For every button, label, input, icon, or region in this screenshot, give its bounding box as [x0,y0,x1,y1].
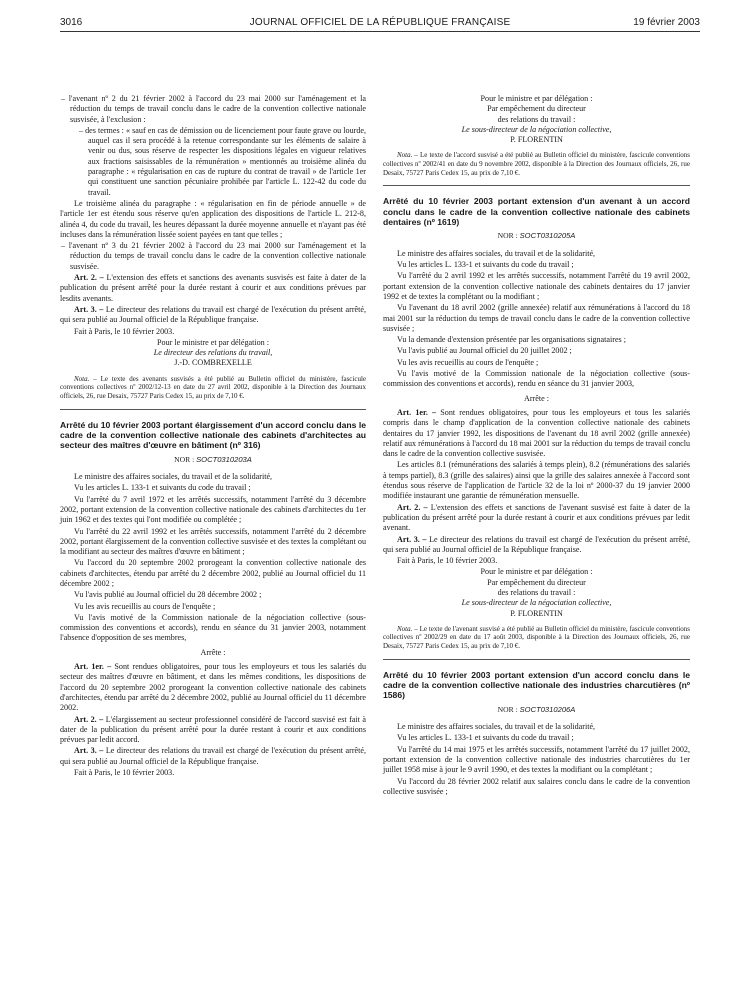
paragraph: Vu la demande d'extension présentée par les organisations signataires ; [397,335,626,345]
article-label: Art. 1er. – [74,662,112,672]
paragraph: Les articles 8.1 (rémunérations des salariés à temps plein), 8.2 (rémunérations des salariés à temps partiel), 8.3 (grille des salaires) ainsi que la grille des salaires annexée à l'accord sont étendus sous réserve de l'application de l'article 32 de la loi nº 2000-37 du 19 janvier 2000 modifiée instaurant une garantie de rémunération mensuelle. [383,460,690,501]
note [383,625,690,651]
signature-title: Le directeur des relations du travail, [153,348,273,358]
note-label: Nota. – [397,624,418,633]
article-text: L'extension des effets et sanctions des avenants susvisés est faite à dater de la publication du présent arrêté pour la durée restant à courir et aux conditions prévues par lesdits avenants. [60,273,367,303]
paragraph: Vu les articles L. 133-1 et suivants du code du travail ; [397,260,574,270]
article-2 [60,273,366,304]
decree-title: Arrêté du 10 février 2003 portant élargissement d'un accord conclu dans le cadre de la convention collective nationale des cabinets d'architectes au secteur des maîtres d'œuvre en bâtiment (nº 316) [60,419,366,451]
article-label: Art. 2. – [397,502,428,512]
signature-line: des relations du travail : [497,114,576,124]
signature-title: Le sous-directeur de la négociation collective, [461,124,612,134]
article-3 [60,746,366,767]
note [60,375,366,401]
paragraph: Vu les articles L. 133-1 et suivants du code du travail ; [74,483,251,493]
nor-reference [383,705,690,715]
article-2 [383,503,690,534]
left-column [60,94,366,779]
paragraph: Vu l'avis motivé de la Commission nationale de la négociation collective (sous-commission des conventions et accords), rendu en séance du 31 janvier 2003, notamment l'absence d'opposition de ses membres, [60,612,366,643]
article-3 [383,535,690,556]
paragraph: Vu les articles L. 133-1 et suivants du code du travail ; [397,733,574,743]
section-divider [60,409,366,410]
signing-place-date: Fait à Paris, le 10 février 2003. [74,768,175,778]
paragraph: Vu l'arrêté du 14 mai 1975 et les arrêtés successifs, notamment l'arrêté du 17 juillet 2002, portant extension de la convention collective nationale des industries charcutières du 1er juillet 1958 mise à jour le 9 avril 1990, et des textes la modifiant ou la complétant ; [383,744,690,775]
paragraph: Le ministre des affaires sociales, du travail et de la solidarité, [397,248,596,258]
paragraph: Vu l'arrêté du 7 avril 1972 et les arrêtés successifs, notamment l'arrêté du 3 décembre 2002, portant extension de la convention collective nationale des cabinets d'architectes du 1er juin 1962 et des textes qui l'ont modifiée ou complétée ; [60,494,366,525]
paragraph: Vu l'avis publié au Journal officiel du 20 juillet 2002 ; [397,346,572,356]
signature-line: Pour le ministre et par délégation : [157,337,269,347]
article-label: Art. 3. – [397,534,427,544]
right-column [383,94,690,798]
signature-line: Pour le ministre et par délégation : [480,94,593,103]
signature-line: des relations du travail : [497,587,576,597]
signature-line: Par empêchement du directeur [487,104,586,114]
article-2 [60,715,366,746]
article-3 [60,305,366,326]
signatory-name: P. FLORENTIN [510,135,563,145]
list-item: – l'avenant nº 3 du 21 février 2002 à l'accord du 23 mai 2000 sur l'aménagement et la réduction du temps de travail conclu dans le cadre de la convention collective nationale susvisée. [61,241,366,271]
nor-label: NOR : [497,704,518,714]
paragraph: Vu l'avenant du 18 avril 2002 (grille annexée) relatif aux rémunérations à l'accord du 18 mai 2001 sur la réduction du temps de travail conclu dans le cadre de la convention collective susvisée ; [383,303,690,333]
signature-line: Pour le ministre et par délégation : [480,567,593,577]
paragraph: Vu l'avis motivé de la Commission nationale de la négociation collective (sous-commission des conventions et accords), rendu en séance du 31 janvier 2003, [383,369,690,389]
paragraph: Le ministre des affaires sociales, du travail et de la solidarité, [397,722,596,732]
note-text: Le texte de l'accord susvisé a été publié au Bulletin officiel du ministère, fascicule conventions collectives nº 2002/41 en date du 9 novembre 2002, disponible à la Direction des Journaux officiels, 26, rue Desaix, 75727 Paris Cedex 15, au prix de 7,10 €. [383,151,691,177]
decree-title: Arrêté du 10 février 2003 portant extension d'un avenant à un accord conclu dans le cadre de la convention collective nationale des cabinets dentaires (nº 1619) [383,196,690,228]
arrete-heading: Arrête : [524,393,549,403]
paragraph: Vu les avis recueillis au cours de l'enquête ; [74,601,216,611]
note-label: Nota. – [397,151,418,160]
paragraph: Le ministre des affaires sociales, du travail et de la solidarité, [74,472,273,482]
nor-code: SOCT0310203A [196,454,252,464]
article-label: Art. 2. – [74,714,104,724]
nor-code: SOCT0310205A [519,231,576,241]
article-1 [60,662,366,713]
paragraph: Vu l'arrêté du 2 avril 1992 et les arrêtés successifs, notamment l'arrêté du 19 avril 2002, portant extension de la convention collective nationale des cabinets dentaires du 17 janvier 1992 et de textes la complétant ou la modifiant ; [383,271,690,301]
arrete-heading: Arrête : [200,647,226,657]
paragraph: Vu l'accord du 20 septembre 2002 prorogeant la convention collective nationale des cabinets d'architectes, étendu par arrêté du 2 décembre 2002, publié au Journal officiel du 11 décembre 2002 ; [60,558,366,588]
article-label: Art. 2. – [74,273,104,283]
paragraph: Vu l'arrêté du 22 avril 1992 et les arrêtés successifs, notamment l'arrêté du 2 décembre 2002, portant élargissement de la convention collective susvisée et des textes la complétant ou la modifiant au secteur des maîtres d'œuvre en bâtiment ; [60,526,366,557]
section-divider [383,659,690,660]
signing-place-date: Fait à Paris, le 10 février 2003. [74,326,175,336]
article-1 [383,408,690,459]
page-number: 3016 [60,17,83,28]
paragraph: Le troisième alinéa du paragraphe : « régularisation en fin de période annuelle » de l'article 1er est étendu sous réserve qu'en application des dispositions de l'article L. 212-8, alinéa 4, du code du travail, les heures dépassant la durée moyenne annuelle et n'ayant pas été incluses dans la rémunération lissée soient payées en tant que telles ; [60,198,366,239]
list-item: – des termes : « sauf en cas de démission ou de licenciement pour faute grave ou lourde, auquel cas il sera procédé à la retenue correspondante sur les éléments de salaire à venir ou dus, sous réserve de respecter les dispositions légales en vigueur relatives aux fractions saisissables de la rémunération » mentionnés au troisième alinéa du paragraphe : « régularisation en cas de rupture du contrat de travail » de l'article 1er qui constituent une sanction pécuniaire prohibée par l'article L. 122-42 du code du travail. [79,125,366,197]
article-label: Art. 1er. – [397,407,437,417]
nor-label: NOR : [497,231,518,241]
paragraph: Vu l'accord du 28 février 2002 relatif aux salaires conclu dans le cadre de la convention collective susvisée ; [383,776,690,796]
article-label: Art. 3. – [74,304,104,314]
nor-reference [60,455,366,465]
article-text: Le directeur des relations du travail est chargé de l'exécution du présent arrêté, qui sera publié au Journal officiel de la République française. [383,534,690,554]
signatory-name: J.-D. COMBREXELLE [174,358,252,368]
note-label: Nota. – [74,374,97,383]
article-text: L'extension des effets et sanctions de l'avenant susvisé est faite à dater de la publication du présent arrêté pour la durée restant à courir et aux conditions prévues par ledit avenant. [383,502,690,533]
article-text: Sont rendues obligatoires, pour tous les employeurs et tous les salariés du secteur des maîtres d'œuvre en bâtiment, et dans les mêmes conditions, les dispositions de l'accord du 20 septembre 2002 prorogeant la convention collective nationale des cabinets d'architectes, étendu par arrêté du 2 décembre 2002, publié au Journal officiel du 11 décembre 2002. [60,662,366,713]
header-rule [60,31,700,32]
article-label: Art. 3. – [74,746,104,756]
paragraph: Vu les avis recueillis au cours de l'enquête ; [397,357,539,367]
nor-reference [383,231,690,241]
note-text: Le texte de l'avenant susvisé a été publié au Bulletin officiel du ministère, fascicule conventions collectives nº 2002/29 en date du 17 août 2003, disponible à la Direction des Journaux officiels, 26, rue Desaix, 75727 Paris Cedex 15, au prix de 7,10 €. [383,624,691,651]
article-text: Sont rendues obligatoires, pour tous les employeurs et tous les salariés compris dans le champ d'application de la convention collective nationale des cabinets dentaires du 17 janvier 1992, les dispositions de l'avenant du 18 avril 2002 (grille annexée) relatif aux rémunérations à l'accord du 18 mai 2001 sur la réduction du temps de travail conclu dans le cadre de la convention collective susvisée. [383,407,690,459]
signing-place-date: Fait à Paris, le 10 février 2003. [397,556,498,566]
journal-title: JOURNAL OFFICIEL DE LA RÉPUBLIQUE FRANÇAISE [249,17,511,28]
page-header [60,13,700,33]
note-text: Le texte des avenants susvisés a été publié au Bulletin officiel du ministère, fascicule conventions collectives nº 2002/12-13 en date du 27 avril 2002, disponible à la Direction des Journaux officiels, 26, rue Desaix, 75727 Paris Cedex 15, au prix de 7,10 €. [60,374,367,400]
article-text: L'élargissement au secteur professionnel considéré de l'accord susvisé est fait à dater de la publication du présent arrêté pour la durée restant à courir et aux conditions prévues par ledit accord. [60,714,366,745]
section-divider [383,185,690,186]
signature-line: Par empêchement du directeur [487,577,586,587]
nor-label: NOR : [174,454,195,464]
note [383,151,690,177]
paragraph: Vu l'avis publié au Journal officiel du 28 décembre 2002 ; [74,590,262,600]
article-text: Le directeur des relations du travail est chargé de l'exécution du présent arrêté, qui sera publié au Journal officiel de la République française. [60,746,366,766]
signatory-name: P. FLORENTIN [510,608,563,618]
article-text: Le directeur des relations du travail est chargé de l'exécution du présent arrêté, qui sera publié au Journal officiel de la République française. [60,304,366,325]
signature-title: Le sous-directeur de la négociation collective, [461,598,612,608]
decree-title: Arrêté du 10 février 2003 portant extension d'un accord conclu dans le cadre de la convention collective nationale des industries charcutières (nº 1586) [383,669,690,701]
nor-code: SOCT0310206A [519,704,576,714]
list-item: – l'avenant nº 2 du 21 février 2002 à l'accord du 23 mai 2000 sur l'aménagement et la réduction du temps de travail conclu dans le cadre de la convention collective nationale susvisée, à l'exclusion : [61,94,366,124]
issue-date: 19 février 2003 [633,17,700,28]
